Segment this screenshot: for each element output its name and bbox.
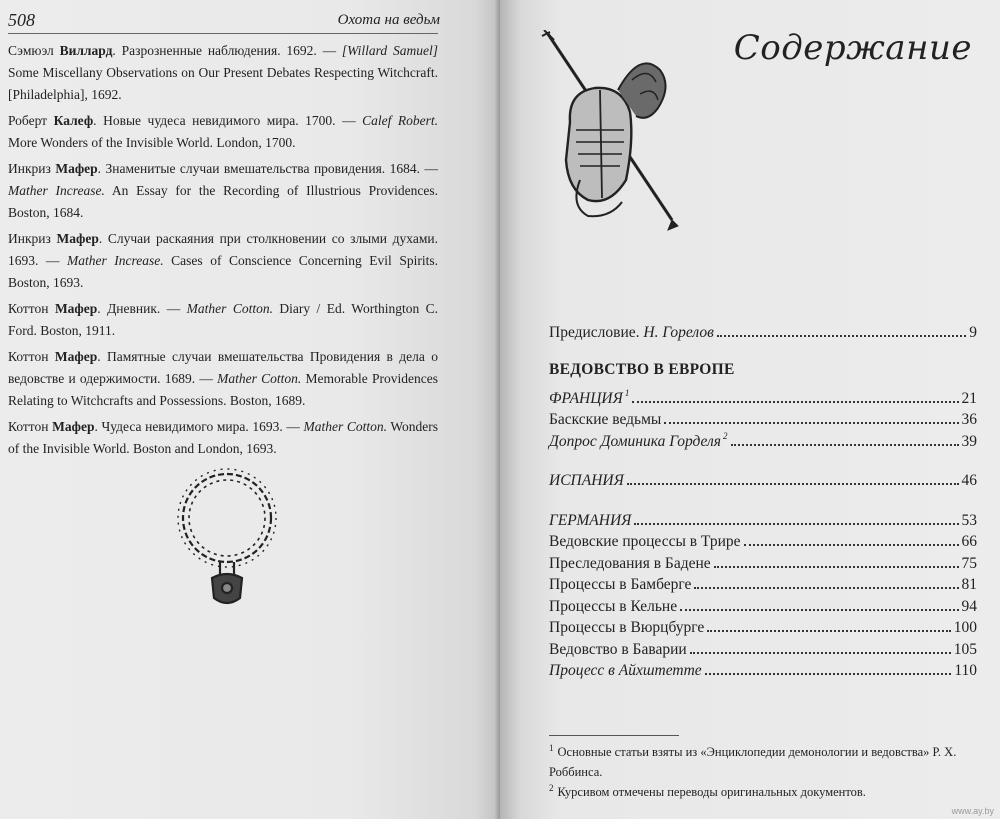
- entry-latin-author: [Willard Samuel]: [341, 43, 438, 58]
- toc-row: [549, 470, 977, 492]
- entry-latin-author: Mather Increase.: [8, 183, 105, 198]
- bibliography-entry: Коттон Мафер. Дневник. — Mather Cotton. Diary / Ed. Worthington C. Ford. Boston, 1911.: [8, 301, 439, 338]
- toc-leader-dots: [694, 578, 958, 589]
- toc-list: [549, 388, 977, 682]
- table-of-contents: [549, 322, 977, 682]
- watermark: www.ay.by: [951, 806, 994, 816]
- toc-label: Допрос Доминика Горделя $^2$: [549, 431, 728, 450]
- entry-latin-author: Calef Robert.: [362, 113, 438, 128]
- toc-leader-dots: [731, 434, 959, 445]
- toc-label: ИСПАНИЯ: [549, 472, 624, 489]
- toc-leader-dots: [632, 391, 958, 402]
- toc-leader-dots: [634, 513, 958, 524]
- entry-latin-author: Mather Cotton.: [303, 419, 387, 434]
- bibliography-entry: Инкриз Мафер. Знаменитые случаи вмешательства провидения. 1684. — Mather Increase. An Essay for the Recording of Illustrious Providences. Boston, 1684.: [8, 161, 438, 220]
- entry-latin-author: Mather Cotton.: [186, 301, 273, 316]
- running-title: Охота на ведьм: [337, 12, 440, 28]
- toc-gap: [549, 492, 977, 510]
- toc-section-heading: ВЕДОВСТВО В ЕВРОПЕ: [549, 360, 735, 378]
- entry-author: Виллард: [59, 43, 113, 58]
- toc-row: [549, 617, 977, 639]
- toc-label: Процессы в Вюрцбурге: [549, 619, 705, 636]
- toc-title: Содержание: [733, 28, 972, 68]
- toc-row: [549, 660, 977, 682]
- toc-leader-dots: [664, 413, 958, 424]
- entry-author: Мафер: [54, 301, 98, 316]
- toc-row: [549, 574, 977, 596]
- footnote: $^1$ Основные статьи взяты из «Энциклопедии демонологии и ведовства» Р. Х. Роббинса.: [549, 742, 957, 779]
- toc-page-number: 105: [953, 640, 977, 658]
- toc-label: Предисловие. Н. Горелов: [549, 324, 714, 341]
- toc-page-number: 9: [969, 324, 977, 341]
- entry-author: Мафер: [54, 349, 98, 364]
- toc-page-number: 21: [961, 389, 977, 407]
- running-head: [8, 10, 440, 34]
- toc-leader-dots: [707, 621, 950, 632]
- toc-page-number: 66: [961, 533, 977, 550]
- footnote-number: 2: [549, 782, 554, 793]
- bibliography-entry: Коттон Мафер. Чудеса невидимого мира. 1693. — Mather Cotton. Wonders of the Invisible World. Boston and London, 1693.: [8, 419, 439, 456]
- helmet-and-lance-ornament-icon: [540, 30, 690, 235]
- toc-leader-dots: [680, 599, 958, 610]
- footnotes: [549, 735, 979, 802]
- toc-page-number: 110: [954, 662, 977, 679]
- page-number: 508: [8, 10, 35, 30]
- entry-author: Мафер: [52, 419, 95, 434]
- footnote-rule: [549, 735, 679, 736]
- toc-leader-dots: [705, 664, 952, 675]
- entry-latin-author: Mather Increase.: [66, 253, 164, 268]
- footnote-marker: 2: [723, 431, 728, 442]
- toc-leader-dots: [627, 474, 959, 485]
- entry-author: Мафер: [56, 231, 99, 246]
- toc-label: ГЕРМАНИЯ: [549, 511, 632, 529]
- toc-row: [549, 388, 977, 410]
- toc-row: [549, 639, 977, 661]
- toc-label: Преследования в Бадене: [549, 554, 711, 572]
- toc-page-number: 53: [961, 511, 977, 529]
- toc-gap: [549, 452, 977, 470]
- toc-label: Процессы в Кельне: [549, 597, 678, 615]
- entry-latin-author: Mather Cotton.: [217, 371, 302, 386]
- toc-row: [549, 431, 977, 453]
- toc-row: [549, 596, 977, 618]
- toc-label: Процессы в Бамберге: [549, 576, 692, 593]
- bibliography-list: [8, 40, 438, 464]
- toc-row-preface: [549, 322, 977, 344]
- toc-row: [549, 553, 977, 575]
- toc-page-number: 81: [961, 576, 977, 593]
- toc-label: Ведовские процессы в Трире: [549, 533, 741, 550]
- toc-leader-dots: [714, 556, 959, 567]
- toc-page-number: 100: [953, 619, 977, 636]
- toc-page-number: 39: [961, 432, 977, 450]
- footnote: $^2$ Курсивом отмечены переводы оригинальных документов.: [549, 782, 866, 799]
- footnote-number: 1: [549, 742, 554, 753]
- bibliography-entry: Сэмюэл Виллард. Разрозненные наблюдения. 1692. — [Willard Samuel] Some Miscellany Observations on Our Present Debates Respecting Witchcraft. [Philadelphia], 1692.: [8, 43, 438, 102]
- entry-author: Мафер: [55, 161, 98, 176]
- toc-label: Процесс в Айхштетте: [549, 662, 702, 679]
- footnote-marker: 1: [624, 388, 630, 399]
- toc-page-number: 94: [961, 597, 977, 615]
- entry-author: Калеф: [53, 113, 94, 128]
- toc-leader-dots: [744, 535, 959, 546]
- toc-label: ФРАНЦИЯ $^1$: [549, 388, 630, 407]
- toc-page-number: 46: [961, 472, 977, 489]
- bibliography-entry: Коттон Мафер. Памятные случаи вмешательства Провидения в дела о ведовстве и одержимости. 1689. — Mather Cotton. Memorable Providences Relating to Witchcrafts and Possessions. Boston, 1689.: [8, 349, 439, 408]
- toc-row: [549, 531, 977, 553]
- toc-row: [549, 409, 977, 431]
- bibliography-entry: Инкриз Мафер. Случаи раскаяния при столкновении со злыми духами. 1693. — Mather Increase. Cases of Conscience Concerning Evil Spirits. Boston, 1693.: [8, 231, 439, 290]
- chain-pendant-ornament-icon: [170, 466, 285, 616]
- toc-page-number: 75: [961, 554, 977, 572]
- toc-label: Баскские ведьмы: [549, 411, 662, 428]
- toc-leader-dots: [717, 326, 966, 337]
- toc-row: [549, 510, 977, 532]
- toc-label: Ведовство в Баварии: [549, 640, 687, 658]
- header-rule: [8, 33, 438, 34]
- bibliography-entry: Роберт Калеф. Новые чудеса невидимого мира. 1700. — Calef Robert. More Wonders of the Invisible World. London, 1700.: [8, 113, 438, 150]
- toc-leader-dots: [690, 642, 951, 653]
- toc-page-number: 36: [961, 411, 977, 428]
